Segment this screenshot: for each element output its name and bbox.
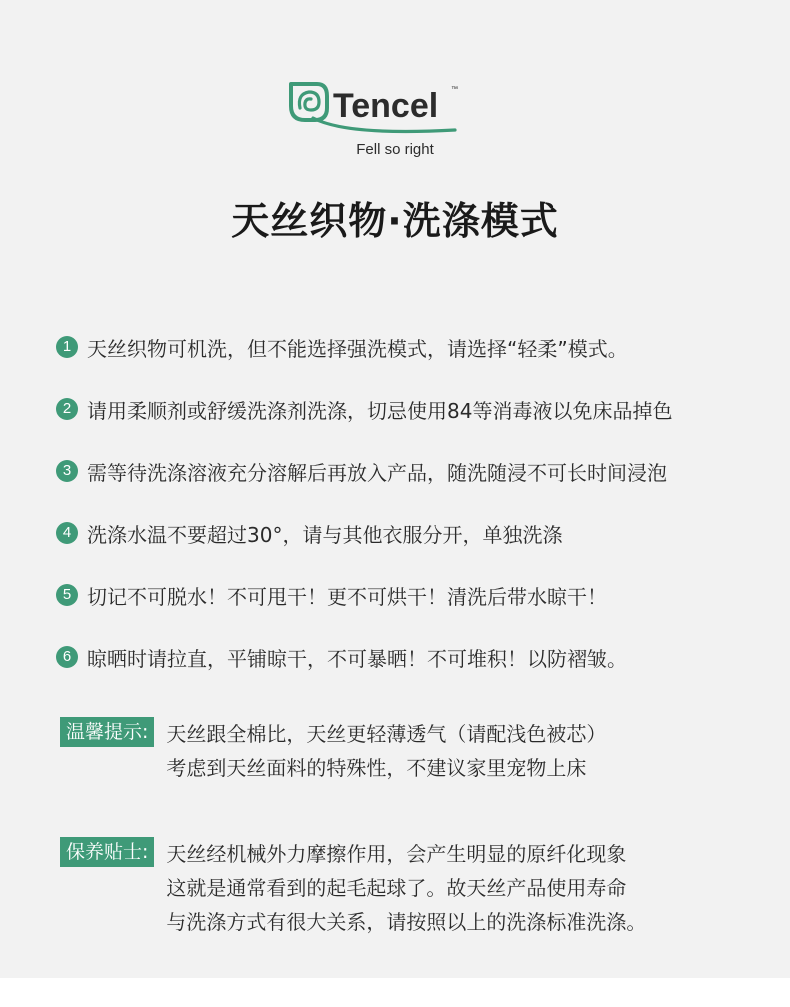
tip-line: 这就是通常看到的起毛起球了。故天丝产品使用寿命 (166, 876, 627, 900)
tip-line: 天丝跟全棉比，天丝更轻薄透气（请配浅色被芯） (166, 722, 607, 746)
warm-tip-section (60, 717, 606, 785)
wash-steps-list (56, 316, 776, 688)
care-tip-text (166, 837, 646, 939)
step-number-badge: 5 (56, 584, 78, 606)
step-number-badge: 2 (56, 398, 78, 420)
step-number-badge: 1 (56, 336, 78, 358)
step-number-badge: 4 (56, 522, 78, 544)
page-title: 天丝织物·洗涤模式 (231, 199, 559, 243)
warm-tip-text (166, 717, 606, 785)
tip-line: 与洗涤方式有很大关系，请按照以上的洗涤标准洗涤。 (166, 910, 647, 934)
list-item (56, 502, 776, 564)
step-text: 晾晒时请拉直，平铺晾干，不可暴晒！不可堆积！以防褶皱。 (87, 646, 627, 671)
step-text: 天丝织物可机洗，但不能选择强洗模式，请选择“轻柔”模式。 (87, 336, 628, 361)
step-text: 洗涤水温不要超过30°，请与其他衣服分开，单独洗涤 (87, 522, 563, 547)
brand-tagline: Fell so right (356, 141, 434, 158)
step-text: 切记不可脱水！不可甩干！更不可烘干！清洗后带水晾干！ (87, 584, 607, 609)
care-tip-section (60, 837, 646, 939)
tip-line: 考虑到天丝面料的特殊性，不建议家里宠物上床 (166, 756, 587, 780)
tencel-logo (287, 78, 467, 138)
step-number-badge: 6 (56, 646, 78, 668)
list-item (56, 564, 776, 626)
step-text: 需等待洗涤溶液充分溶解后再放入产品，随洗随浸不可长时间浸泡 (87, 460, 667, 485)
list-item (56, 440, 776, 502)
brand-name: Tencel (333, 87, 439, 125)
trademark-mark: ™ (451, 86, 458, 93)
tip-line: 天丝经机械外力摩擦作用，会产生明显的原纤化现象 (166, 842, 627, 866)
step-number-badge: 3 (56, 460, 78, 482)
list-item (56, 316, 776, 378)
warm-tip-label: 温馨提示: (60, 717, 154, 747)
list-item (56, 378, 776, 440)
step-text: 请用柔顺剂或舒缓洗涤剂洗涤，切忌使用84等消毒液以免床品掉色 (87, 398, 673, 423)
care-tip-label: 保养贴士: (60, 837, 154, 867)
list-item (56, 626, 776, 688)
